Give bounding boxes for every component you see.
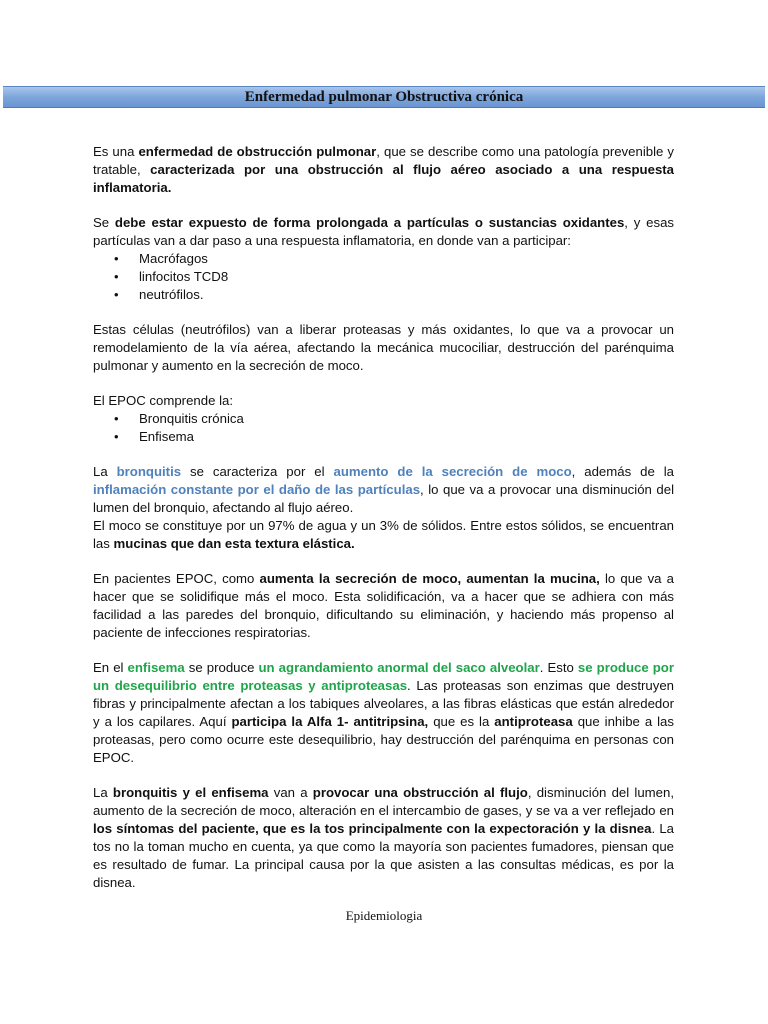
list-item: • Enfisema [93, 428, 674, 446]
section-heading-epidemiologia: Epidemiologia [345, 908, 423, 923]
paragraph-enfisema: En el enfisema se produce un agrandamiento anormal del saco alveolar. Esto se produce por un desequilibrio entre proteasas y antiproteasas. Las proteasas son enzimas que destruyen fibras y principalmente afectan a los tabiques alveolares, a las fibras elásticas que están alrededor y a los capilares. Aquí participa la Alfa 1- antitripsina, que es la antiproteasa que inhibe a las proteasas, pero como ocurre este desequilibrio, hay destrucción del parénquima en personas con EPOC. [93, 660, 675, 765]
cell-list [93, 250, 674, 304]
epoc-list [93, 410, 674, 446]
list-item: • neutrófilos. [93, 286, 674, 304]
paragraph-neutrophils: Estas células (neutrófilos) van a liberar proteasas y más oxidantes, lo que va a provocar un remodelamiento de la vía aérea, afectando la mecánica mucociliar, destrucción del parénquima pulmonar y aumento en la secreción de moco. [93, 322, 674, 373]
list-item: • Macrófagos [93, 250, 674, 268]
paragraph-sintomas: La bronquitis y el enfisema van a provocar una obstrucción al flujo, disminución del lumen, aumento de la secreción de moco, alteración en el intercambio de gases, y se va a ver reflejado en los síntomas del paciente, que es la tos principalmente con la expectoración y la disnea. La tos no la toman mucho en cuenta, ya que como la mayoría son pacientes fumadores, piensan que es resultado de fumar. La principal causa por la que asisten a las consultas médicas, es por la disnea. [93, 785, 674, 890]
paragraph-mucina: En pacientes EPOC, como aumenta la secreción de moco, aumentan la mucina, lo que va a hacer que se solidifique más el moco. Esta solidificación, va a hacer que se adhiera con más facilidad a las paredes del bronquio, dificultando su eliminación, y haciendo más propenso al paciente de infecciones respiratorias. [93, 571, 674, 640]
paragraph-epoc-intro: El EPOC comprende la: [93, 393, 233, 408]
paragraph-exposure: Se debe estar expuesto de forma prolongada a partículas o sustancias oxidantes, y esas partículas van a dar paso a una respuesta inflamatoria, en donde van a participar: [93, 215, 674, 248]
paragraph-bronquitis: La bronquitis se caracteriza por el aumento de la secreción de moco, además de la inflamación constante por el daño de las partículas, lo que va a provocar una disminución del lumen del bronquio, afectando al flujo aéreo. [93, 464, 674, 515]
document-title: Enfermedad pulmonar Obstructiva crónica [244, 88, 524, 105]
list-item: • linfocitos TCD8 [93, 268, 674, 286]
paragraph-moco: El moco se constituye por un 97% de agua y un 3% de sólidos. Entre estos sólidos, se encuentran las mucinas que dan esta textura elástica. [93, 518, 674, 551]
paragraph-definition: Es una enfermedad de obstrucción pulmonar, que se describe como una patología prevenible y tratable, caracterizada por una obstrucción al flujo aéreo asociado a una respuesta inflamatoria. [93, 144, 674, 195]
document-title-bar [3, 86, 765, 108]
list-item: • Bronquitis crónica [93, 410, 674, 428]
document-body [93, 143, 674, 892]
